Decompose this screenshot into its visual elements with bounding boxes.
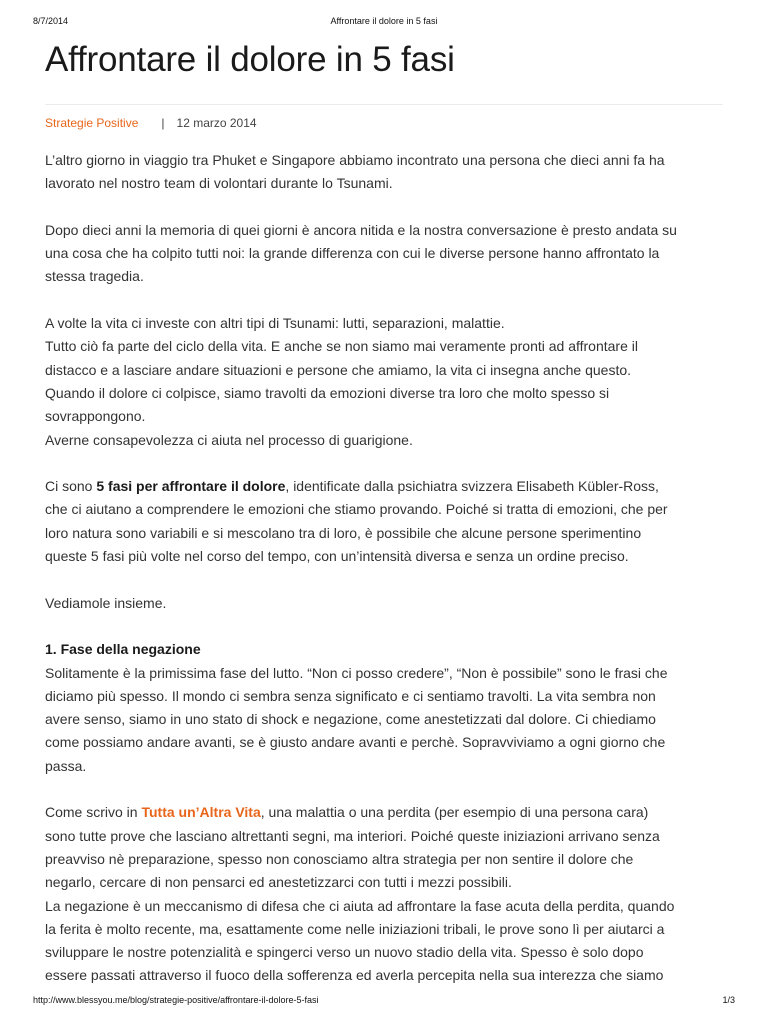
- text-line: preavviso nè preparazione, spesso non conosciamo altra strategia per non sentire il dolore che: [45, 850, 634, 867]
- text-line: stessa tragedia.: [45, 268, 144, 285]
- paragraph-4: [45, 475, 725, 568]
- text-line: [45, 475, 725, 498]
- book-link[interactable]: Tutta un’Altra Vita: [141, 804, 261, 821]
- paragraph-7: [45, 801, 725, 894]
- text-line: queste 5 fasi più volte nel corso del tempo, con un’intensità diversa e senza un ordine preciso.: [45, 548, 629, 565]
- category-link[interactable]: Strategie Positive: [45, 116, 139, 130]
- text-line: [45, 801, 725, 824]
- print-header: [33, 16, 735, 26]
- text-line: diciamo più spesso. Il mondo ci sembra senza significato e ci sentiamo travolti. La vita sembra non: [45, 687, 656, 704]
- text-line: loro natura sono variabili e si mescolano tra di loro, è possibile che alcune persone sperimentino: [45, 524, 642, 541]
- text-line: avere senso, siamo in uno stato di shock e negazione, come anestetizzati dal dolore. Ci chiediamo: [45, 711, 656, 728]
- page-number: 1/3: [722, 995, 735, 1005]
- text-line: la ferita è molto recente, ma, esattamente come nelle iniziazioni tribali, le prove sono lì per aiutarci a: [45, 920, 665, 937]
- text-fragment: , identificate dalla psichiatra svizzera Elisabeth Kübler-Ross,: [285, 478, 659, 495]
- print-footer: [33, 995, 735, 1005]
- text-line: La negazione è un meccanismo di difesa che ci aiuta ad affrontare la fase acuta della perdita, quando: [45, 897, 675, 914]
- text-fragment: Come scrivo in: [45, 804, 142, 821]
- paragraph-6: [45, 662, 725, 778]
- text-line: Averne consapevolezza ci aiuta nel processo di guarigione.: [45, 431, 413, 448]
- bold-phrase: 5 fasi per affrontare il dolore: [96, 478, 286, 495]
- text-line: una cosa che ha colpito tutti noi: la grande differenza con cui le diverse persone hanno affrontato la: [45, 245, 660, 262]
- text-line: distacco e a lasciare andare situazioni e persone che amiamo, la vita ci insegna anche questo.: [45, 361, 632, 378]
- text-line: Tutto ciò fa parte del ciclo della vita. E anche se non siamo mai veramente pronti ad affrontare il: [45, 338, 638, 355]
- article-body: [45, 149, 725, 988]
- section-heading: 1. Fase della negazione: [45, 641, 201, 658]
- text-line: Quando il dolore ci colpisce, siamo travolti da emozioni diverse tra loro che molto spesso si: [45, 384, 610, 401]
- text-line: passa.: [45, 757, 87, 774]
- text-line: che ci aiutano a comprendere le emozioni che stiamo provando. Poiché si tratta di emozioni, che per: [45, 501, 668, 518]
- print-header-date: 8/7/2014: [33, 16, 69, 26]
- text-line: A volte la vita ci investe con altri tipi di Tsunami: lutti, separazioni, malattie.: [45, 315, 505, 332]
- paragraph-3: [45, 312, 725, 452]
- text-line: essere passati attraverso il fuoco della sofferenza ed averla percepita nella sua interezza che siamo: [45, 967, 664, 984]
- footer-url: http://www.blessyou.me/blog/strategie-positive/affrontare-il-dolore-5-fasi: [33, 995, 319, 1005]
- paragraph-5: [45, 592, 725, 615]
- text-line: sono tutte prove che lasciano altrettanti segni, ma interiori. Poiché queste iniziazioni arrivano senza: [45, 827, 660, 844]
- text-line: sviluppare le nostre potenzialità e spingerci verso un nuovo stadio della vita. Spesso è solo dopo: [45, 944, 644, 961]
- paragraph-2: [45, 219, 725, 289]
- text-line: Solitamente è la primissima fase del lutto. “Non ci posso credere”, “Non è possibile” sono le frasi che: [45, 664, 668, 681]
- text-line: Dopo dieci anni la memoria di quei giorni è ancora nitida e la nostra conversazione è presto andata su: [45, 221, 677, 238]
- text-line: come possiamo andare avanti, se è giusto andare avanti e perchè. Sopravviviamo a ogni giorno che: [45, 734, 666, 751]
- title-divider: [45, 104, 723, 105]
- page-title: Affrontare il dolore in 5 fasi: [45, 40, 455, 79]
- publish-date: 12 marzo 2014: [176, 116, 257, 130]
- meta-separator: |: [161, 116, 165, 130]
- article-meta: [45, 116, 257, 130]
- text-fragment: , una malattia o una perdita (per esempio di una persona cara): [260, 804, 649, 821]
- text-line: Vediamole insieme.: [45, 594, 167, 611]
- text-line: sovrappongono.: [45, 408, 146, 425]
- paragraph-8: [45, 895, 725, 988]
- paragraph-1: [45, 149, 725, 196]
- text-line: lavorato nel nostro team di volontari durante lo Tsunami.: [45, 175, 393, 192]
- text-line: negarlo, cercare di non pensarci ed anestetizzarci con tutti i mezzi possibili.: [45, 874, 512, 891]
- print-header-title: Affrontare il dolore in 5 fasi: [330, 16, 438, 26]
- text-line: L’altro giorno in viaggio tra Phuket e Singapore abbiamo incontrato una persona che dieci anni fa ha: [45, 152, 665, 168]
- text-fragment: Ci sono: [45, 478, 97, 495]
